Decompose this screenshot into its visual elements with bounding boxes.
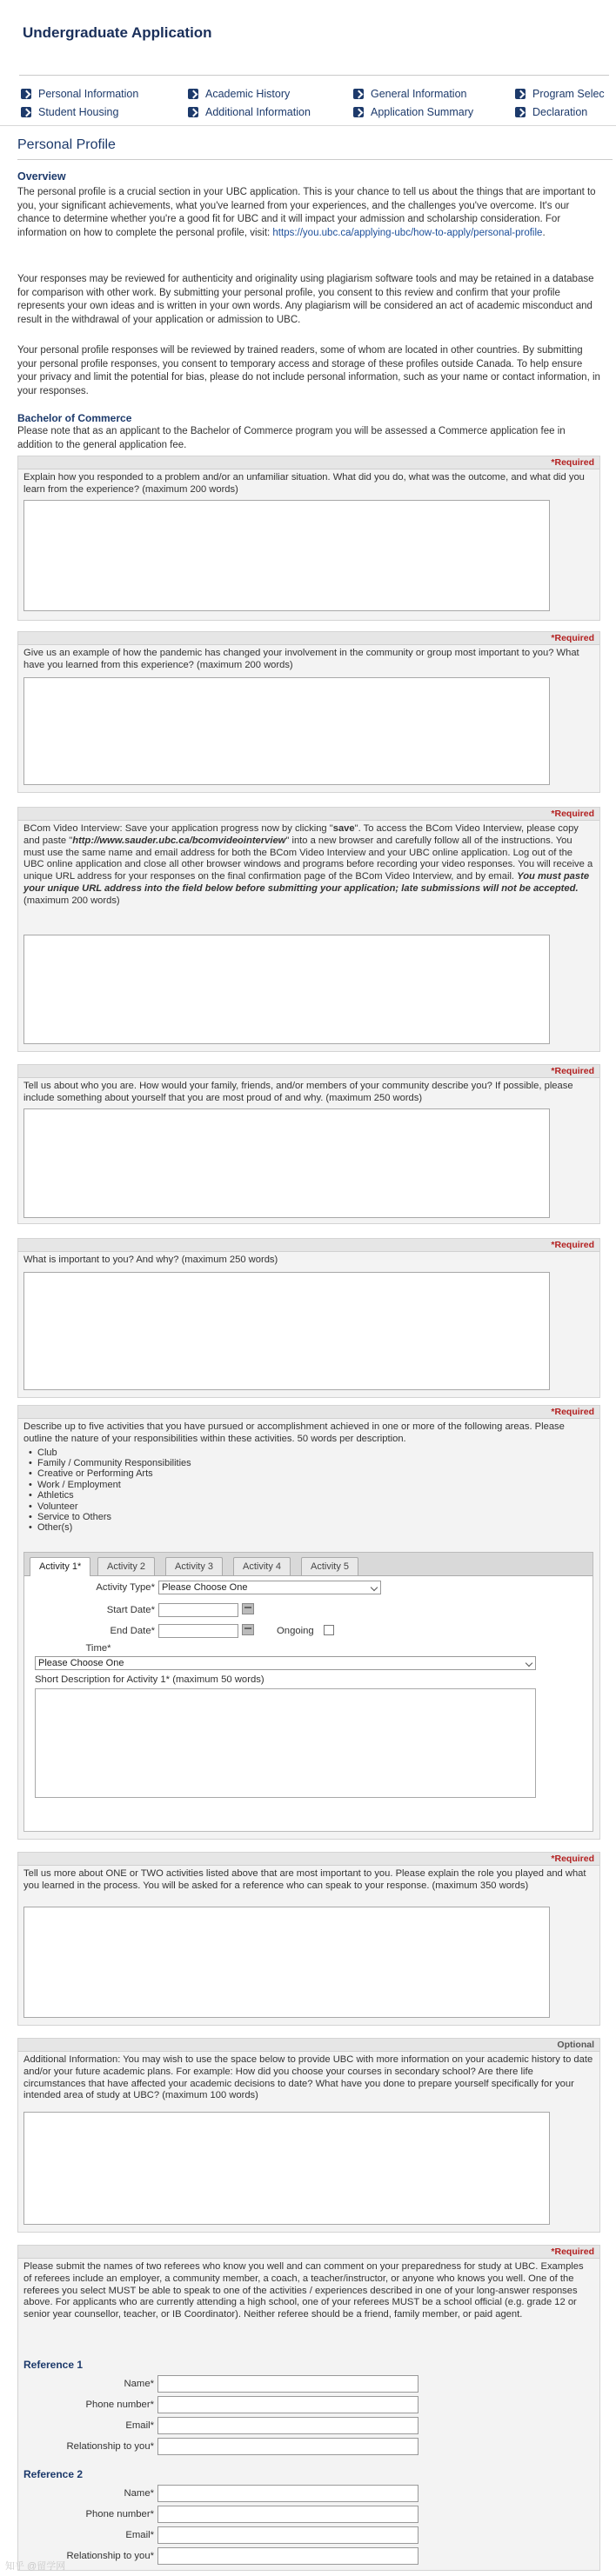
question-prompt: Tell us more about ONE or TWO activities listed above that are most important to you. Please explain the role you played and what you learned in the process. You will be asked for a reference who can speak to your response. (maximum 350 words) [23,1868,586,1891]
list-item: • Club [37,1448,599,1458]
page-title: Undergraduate Application [23,24,212,41]
activity-tabbar [24,1553,593,1576]
ref2-email-label: Email* [125,2530,154,2540]
prompt-text: ". To access the BCom Video Interview, please copy and paste " [23,823,579,846]
required-label: *Required [551,1240,594,1250]
overview-paragraph-1 [17,186,600,240]
nav-label: Personal Information [38,88,139,100]
select-value: Please Choose One [162,1582,248,1593]
reference-2-title: Reference 2 [23,2468,84,2480]
question-prompt: Additional Information: You may wish to use the space below to provide UBC with more information on your academic history to date and/or your future academic plans. For example: How did you choose your courses in secondary school? Are there life circumstances that have affected your academic decisions to date? What have you done to prepare yourself specifically for your intended area of study at UBC? (maximum 100 words) [23,2054,593,2101]
list-item: • Other(s) [37,1522,599,1533]
required-badge [18,1065,599,1078]
question-prompt: What is important to you? And why? (maximum 250 words) [23,1255,278,1265]
response-textarea-5[interactable] [23,1272,550,1390]
nav-personal-information[interactable] [21,88,138,100]
ref1-relationship-input[interactable] [157,2438,418,2455]
optional-label: Optional [557,2040,594,2050]
nav-label: Student Housing [38,106,119,118]
arrow-icon [21,89,31,99]
chevron-down-icon [371,1584,378,1591]
short-description-label: Short Description for Activity 1* (maximum 50 words) [35,1674,264,1685]
nav-label: Program Selec [532,88,605,100]
question-block-7 [17,1852,600,2026]
ref1-name-label: Name* [124,2379,154,2389]
ref1-phone-label: Phone number* [85,2400,154,2410]
tab-activity-3[interactable]: Activity 3 [165,1557,223,1575]
nav-divider [0,125,616,126]
activity-areas-list [37,1448,599,1534]
application-nav [19,85,616,118]
nav-declaration[interactable] [515,106,587,118]
arrow-icon [188,107,198,117]
personal-profile-link[interactable]: https://you.ubc.ca/applying-ubc/how-to-apply/personal-profile [272,227,543,238]
reference-1-title: Reference 1 [23,2359,84,2371]
required-badge [18,632,599,645]
optional-badge [18,2039,599,2052]
activity-tabs-panel [23,1552,593,1832]
ref2-phone-input[interactable] [157,2506,418,2523]
prompt-text: (maximum 200 words) [23,895,120,906]
question-block-8 [17,2038,600,2233]
bcom-title: Bachelor of Commerce [17,412,132,424]
question-block-1 [17,456,600,621]
arrow-icon [515,107,526,117]
question-block-6 [17,1405,600,1840]
required-label: *Required [551,1854,594,1864]
watermark: 知乎 @留学网 [5,2561,66,2572]
arrow-icon [353,107,364,117]
prompt-emphasis: You must paste your unique URL address into the field below before submitting your application; late submissions will not be accepted. [23,871,590,894]
ongoing-checkbox[interactable] [324,1625,334,1635]
nav-application-summary[interactable] [353,106,473,118]
list-item: • Service to Others [37,1512,599,1522]
ref2-phone-label: Phone number* [85,2509,154,2519]
ongoing-label: Ongoing [277,1626,314,1636]
arrow-icon [515,89,526,99]
nav-label: Academic History [205,88,291,100]
nav-student-housing[interactable] [21,106,118,118]
time-select[interactable] [35,1656,536,1670]
tab-activity-4[interactable]: Activity 4 [233,1557,291,1575]
start-date-label: Start Date* [106,1605,155,1615]
section-divider [17,159,613,160]
ref1-email-label: Email* [125,2420,154,2431]
response-textarea-7[interactable] [23,1907,550,2018]
activity-type-select[interactable] [158,1581,381,1594]
list-item: • Athletics [37,1490,599,1501]
response-textarea-2[interactable] [23,677,550,785]
question-prompt: Please submit the names of two referees who know you well and can comment on your preparedness for study at UBC. Examples of referees include an employer, a community member, a coach, a teacher/instructor, or anyone who knows you well. One of the referees you select MUST be able to speak to one of the activities / experiences described in one of your long-answer responses above. For applicants who are currently attending a high school, one of your referees MUST be a school official (e.g. grade 12 or senior year counsellor, teacher, or IB Coordinator). Neither referee should be a friend, family member, or paid agent. [23,2261,584,2320]
nav-general-information[interactable] [353,88,466,100]
question-prompt: Give us an example of how the pandemic has changed your involvement in the community or group most important to you? What have you learned from this experience? (maximum 200 words) [23,648,579,670]
response-textarea-3[interactable] [23,935,550,1044]
required-badge [18,1406,599,1419]
question-prompt [18,821,599,908]
arrow-icon [353,89,364,99]
save-keyword: save [332,823,355,834]
required-label: *Required [551,809,594,819]
question-prompt: Describe up to five activities that you have pursued or accomplishment achieved in one or more of the following areas. Please outline the nature of your responsibilities within these activities. 50 words per description. [23,1421,565,1444]
arrow-icon [188,89,198,99]
chevron-down-icon [526,1660,532,1667]
title-divider [19,75,609,76]
overview-text-end: . [542,227,546,238]
time-label: Time* [85,1643,111,1654]
nav-label: General Information [371,88,467,100]
nav-additional-information[interactable] [188,106,311,118]
question-block-2 [17,631,600,793]
tab-activity-1[interactable]: Activity 1* [30,1557,90,1576]
ref2-relationship-input[interactable] [157,2547,418,2565]
tab-activity-5[interactable]: Activity 5 [301,1557,358,1575]
question-block-5 [17,1238,600,1398]
nav-label: Application Summary [371,106,474,118]
tab-activity-2[interactable]: Activity 2 [97,1557,155,1575]
nav-academic-history[interactable] [188,88,290,100]
required-badge [18,808,599,821]
prompt-text: " into a new browser and carefully follow all of the instructions. You must use the same name and email address for both the BCom Video Interview and your UBC online application. Log out of the UBC online application and close all other browser windows and programs before recording your video responses. You will receive a unique URL address for your responses on the final confirmation page of the BCom Video Interview, and by email. [23,835,593,882]
required-badge [18,1853,599,1866]
required-label: *Required [551,1407,594,1417]
question-block-4 [17,1064,600,1224]
list-item: • Volunteer [37,1501,599,1512]
ref2-name-label: Name* [124,2488,154,2499]
nav-program-selection[interactable] [515,88,605,100]
list-item: • Creative or Performing Arts [37,1468,599,1479]
ref2-name-input[interactable] [157,2485,418,2502]
nav-label: Additional Information [205,106,311,118]
required-badge [18,1239,599,1252]
activity-description-textarea[interactable] [35,1688,536,1798]
end-date-input[interactable] [158,1624,238,1638]
ref1-name-input[interactable] [157,2375,418,2393]
ref2-relationship-label: Relationship to you* [66,2551,154,2561]
ref1-email-input[interactable] [157,2417,418,2434]
video-interview-url: http://www.sauder.ubc.ca/bcomvideointerview [72,835,286,846]
select-value: Please Choose One [38,1658,124,1668]
list-item: • Work / Employment [37,1480,599,1490]
calendar-icon[interactable] [242,1603,254,1614]
required-label: *Required [551,2247,594,2257]
question-block-3 [17,807,600,1052]
required-badge [18,456,599,469]
question-prompt: Tell us about who you are. How would your family, friends, and/or members of your community describe you? If possible, please include something about yourself that you are most proud of and why. (maximum 250 words) [23,1081,573,1103]
question-block-references [17,2245,600,2571]
response-textarea-4[interactable] [23,1108,550,1218]
response-textarea-8[interactable] [23,2112,550,2225]
ref1-phone-input[interactable] [157,2396,418,2413]
calendar-icon[interactable] [242,1624,254,1635]
response-textarea-1[interactable] [23,500,550,611]
bcom-note: Please note that as an applicant to the Bachelor of Commerce program you will be assessed a Commerce application fee in addition to the general application fee. [17,426,566,450]
required-label: *Required [551,633,594,643]
section-heading: Personal Profile [17,137,116,152]
overview-paragraph-3: Your personal profile responses will be reviewed by trained readers, some of whom are located in other countries. By submitting your personal profile responses, you consent to temporary access and storage of these profiles outside Canada. To help ensure your privacy and limit the potential for bias, please do not include personal information, such as your name or contact information, in your responses. [17,345,600,396]
prompt-text: BCom Video Interview: Save your application progress now by clicking " [23,823,333,834]
question-prompt: Explain how you responded to a problem and/or an unfamiliar situation. What did you do, what was the outcome, and what did you learn from the experience? (maximum 200 words) [23,472,585,495]
required-badge [18,2246,599,2259]
ref2-email-input[interactable] [157,2526,418,2544]
arrow-icon [21,107,31,117]
overview-paragraph-2: Your responses may be reviewed for authenticity and originality using plagiarism software tools and may be retained in a database for comparison with other work. By submitting your personal profile, you consent to this review and confirm that your profile represents your own ideas and is written in your own words. Any plagiarism will be considered an act of academic misconduct and result in the withdrawal of your application or admission to UBC. [17,274,594,325]
list-item: • Family / Community Responsibilities [37,1458,599,1468]
nav-label: Declaration [532,106,588,118]
overview-text: The personal profile is a crucial section in your UBC application. This is your chance to tell us about the things that are important to you, your significant achievements, what you've learned from your experiences, and the challenges you've overcome. It's our chance to determine whether you're a good fit for UBC and it will impact your admission and scholarship consideration. For information on how to complete the personal profile, visit: [17,187,596,238]
required-label: *Required [551,1066,594,1076]
start-date-input[interactable] [158,1603,238,1617]
activity-type-label: Activity Type* [96,1582,155,1593]
required-label: *Required [551,457,594,468]
end-date-label: End Date* [110,1626,155,1636]
ref1-relationship-label: Relationship to you* [66,2441,154,2452]
overview-title: Overview [17,170,66,183]
